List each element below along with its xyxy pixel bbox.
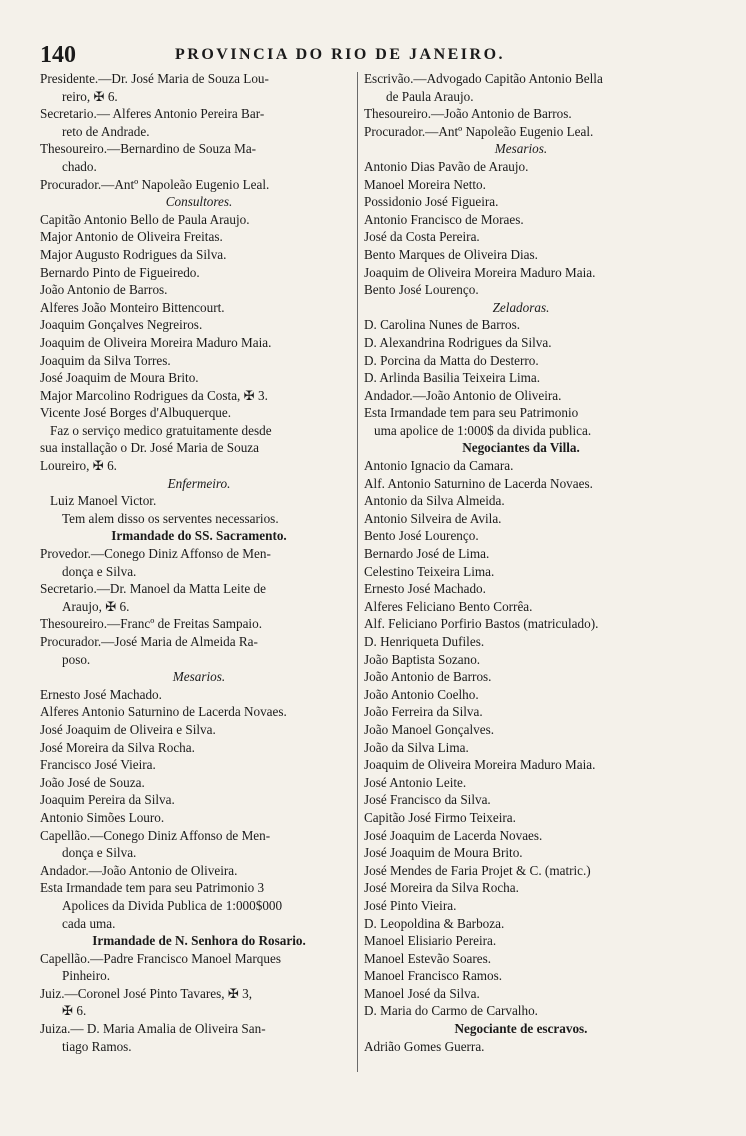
text-line: Araujo, ✠ 6. [62, 598, 130, 614]
left-column [40, 70, 358, 1055]
text-line: José Joaquim de Moura Brito. [364, 845, 523, 861]
text-line: Major Antonio de Oliveira Freitas. [40, 229, 223, 245]
text-line: João Antonio de Barros. [40, 282, 168, 298]
text-line: Ernesto José Machado. [40, 686, 162, 702]
text-line: donça e Silva. [62, 563, 137, 579]
text-line: Antonio Dias Pavão de Araujo. [364, 158, 529, 174]
text-line: Joaquim Gonçalves Negreiros. [40, 317, 203, 333]
section-subheading: Mesarios. [494, 141, 548, 157]
text-line: Provedor.—Conego Diniz Affonso de Men- [40, 546, 271, 562]
text-line: José Mendes de Faria Projet & C. (matric.) [364, 862, 591, 878]
text-line: Joaquim de Oliveira Moreira Maduro Maia. [40, 334, 272, 350]
text-line: chado. [62, 158, 97, 174]
text-line: Escrivão.—Advogado Capitão Antonio Bella [364, 71, 603, 86]
text-line: Joaquim de Oliveira Moreira Maduro Maia. [364, 757, 596, 773]
text-line: D. Porcina da Matta do Desterro. [364, 352, 539, 368]
text-line: D. Carolina Nunes de Barros. [364, 317, 521, 333]
text-line: Antonio Silveira de Avila. [364, 510, 502, 526]
text-line: Juiza.— D. Maria Amalia de Oliveira San- [40, 1021, 266, 1037]
text-line: reto de Andrade. [62, 123, 150, 139]
page-header [0, 42, 746, 68]
text-line: D. Maria do Carmo de Carvalho. [364, 1003, 538, 1019]
right-column [364, 70, 678, 1055]
text-line: Capitão Antonio Bello de Paula Araujo. [40, 211, 250, 227]
text-line: Tem alem disso os serventes necessarios. [62, 510, 279, 526]
text-line: ✠ 6. [62, 1003, 87, 1019]
text-line: cada uma. [62, 915, 116, 931]
text-line: uma apolice de 1:000$ da divida publica. [374, 422, 592, 438]
section-heading: Negociante de escravos. [454, 1021, 588, 1037]
text-line: Bento José Lourenço. [364, 282, 479, 298]
text-line: Manoel Estevão Soares. [364, 950, 492, 966]
text-line: Alf. Antonio Saturnino de Lacerda Novaes. [364, 475, 593, 491]
text-line: Bento Marques de Oliveira Dias. [364, 246, 538, 262]
text-line: Vicente José Borges d'Albuquerque. [40, 405, 232, 421]
text-line: tiago Ramos. [62, 1038, 132, 1054]
text-line: Luiz Manoel Victor. [50, 493, 157, 509]
text-line: de Paula Araujo. [386, 88, 474, 104]
section-subheading: Consultores. [165, 194, 233, 210]
text-line: Major Augusto Rodrigues da Silva. [40, 246, 227, 262]
text-line: Bento José Lourenço. [364, 528, 479, 544]
text-line: Juiz.—Coronel José Pinto Tavares, ✠ 3, [40, 985, 253, 1001]
section-heading: Irmandade do SS. Sacramento. [111, 528, 287, 544]
text-line: José da Costa Pereira. [364, 229, 480, 245]
text-line: Manoel Francisco Ramos. [364, 968, 503, 984]
text-line: poso. [62, 651, 91, 667]
text-line: Pinheiro. [62, 968, 110, 984]
text-line: José Joaquim de Oliveira e Silva. [40, 721, 216, 737]
text-line: Alferes Feliciano Bento Corrêa. [364, 598, 533, 614]
text-line: D. Alexandrina Rodrigues da Silva. [364, 334, 552, 350]
text-line: Thesoureiro.—João Antonio de Barros. [364, 106, 572, 122]
text-line: Alf. Feliciano Porfirio Bastos (matriculado). [364, 616, 599, 632]
text-line: Antonio Francisco de Moraes. [364, 211, 524, 227]
section-heading: Negociantes da Villa. [462, 440, 580, 456]
text-line: Possidonio José Figueira. [364, 194, 499, 210]
text-line: Faz o serviço medico gratuitamente desde [50, 422, 272, 438]
text-line: Manoel José da Silva. [364, 985, 480, 1001]
text-line: Joaquim da Silva Torres. [40, 352, 171, 368]
text-line: Capitão José Firmo Teixeira. [364, 809, 516, 825]
text-line: D. Leopoldina & Barboza. [364, 915, 505, 931]
text-line: João José de Souza. [40, 774, 145, 790]
text-line: Procurador.—José Maria de Almeida Ra- [40, 634, 258, 649]
text-line: donça e Silva. [62, 845, 137, 861]
text-line: Secretario.—Dr. Manoel da Matta Leite de [40, 581, 266, 597]
section-heading: Irmandade de N. Senhora do Rosario. [92, 933, 306, 949]
text-line: Bernardo José de Lima. [364, 546, 490, 562]
text-line: João da Silva Lima. [364, 739, 469, 755]
text-line: Bernardo Pinto de Figueiredo. [40, 264, 200, 280]
text-line: sua installação o Dr. José Maria de Souza [40, 440, 259, 456]
section-subheading: Zeladoras. [492, 299, 550, 315]
text-line: Adrião Gomes Guerra. [364, 1038, 485, 1054]
section-subheading: Enfermeiro. [167, 475, 231, 491]
text-line: João Manoel Gonçalves. [364, 721, 495, 737]
text-line: reiro, ✠ 6. [62, 88, 118, 104]
text-line: Antonio Ignacio da Camara. [364, 458, 514, 474]
text-line: José Francisco da Silva. [364, 792, 491, 808]
text-line: Presidente.—Dr. José Maria de Souza Lou- [40, 71, 269, 86]
text-line: José Moreira da Silva Rocha. [40, 739, 195, 755]
text-line: José Moreira da Silva Rocha. [364, 880, 519, 896]
text-line: Esta Irmandade tem para seu Patrimonio [364, 405, 579, 421]
text-line: D. Arlinda Basilia Teixeira Lima. [364, 370, 541, 386]
text-line: Manoel Elisiario Pereira. [364, 933, 497, 949]
text-line: Major Marcolino Rodrigues da Costa, ✠ 3. [40, 387, 268, 403]
text-line: Joaquim de Oliveira Moreira Maduro Maia. [364, 264, 596, 280]
text-line: Capellão.—Padre Francisco Manoel Marques [40, 950, 281, 966]
text-line: José Pinto Vieira. [364, 897, 457, 913]
text-line: João Baptista Sozano. [364, 651, 481, 667]
text-line: João Ferreira da Silva. [364, 704, 483, 720]
text-line: Joaquim Pereira da Silva. [40, 792, 175, 808]
text-line: Procurador.—Antº Napoleão Eugenio Leal. [364, 123, 594, 139]
text-line: D. Henriqueta Dufiles. [364, 634, 485, 649]
text-line: Antonio Simões Louro. [40, 809, 165, 825]
text-line: Capellão.—Conego Diniz Affonso de Men- [40, 827, 271, 843]
text-line: Apolices da Divida Publica de 1:000$000 [62, 897, 283, 913]
text-line: Andador.—João Antonio de Oliveira. [40, 862, 238, 878]
text-line: Francisco José Vieira. [40, 757, 156, 773]
page-title: PROVINCIA DO RIO DE JANEIRO. [175, 46, 506, 63]
text-line: Thesoureiro.—Bernardino de Souza Ma- [40, 141, 257, 157]
text-line: Thesoureiro.—Francº de Freitas Sampaio. [40, 616, 262, 632]
text-line: Loureiro, ✠ 6. [40, 458, 117, 474]
text-line: Andador.—João Antonio de Oliveira. [364, 387, 562, 403]
page-number: 140 [40, 42, 76, 68]
text-line: José Antonio Leite. [364, 774, 467, 790]
section-subheading: Mesarios. [172, 669, 226, 685]
text-line: Celestino Teixeira Lima. [364, 563, 495, 579]
text-line: Secretario.— Alferes Antonio Pereira Bar- [40, 106, 265, 122]
text-line: João Antonio de Barros. [364, 669, 492, 685]
text-line: Ernesto José Machado. [364, 581, 486, 597]
text-line: Procurador.—Antº Napoleão Eugenio Leal. [40, 176, 270, 192]
text-line: Manoel Moreira Netto. [364, 176, 486, 192]
text-line: José Joaquim de Moura Brito. [40, 370, 199, 386]
text-line: Esta Irmandade tem para seu Patrimonio 3 [40, 880, 265, 896]
text-line: Antonio da Silva Almeida. [364, 493, 505, 509]
text-line: Alferes João Monteiro Bittencourt. [40, 299, 225, 315]
text-line: Alferes Antonio Saturnino de Lacerda Novaes. [40, 704, 287, 720]
text-line: José Joaquim de Lacerda Novaes. [364, 827, 543, 843]
text-line: João Antonio Coelho. [364, 686, 479, 702]
